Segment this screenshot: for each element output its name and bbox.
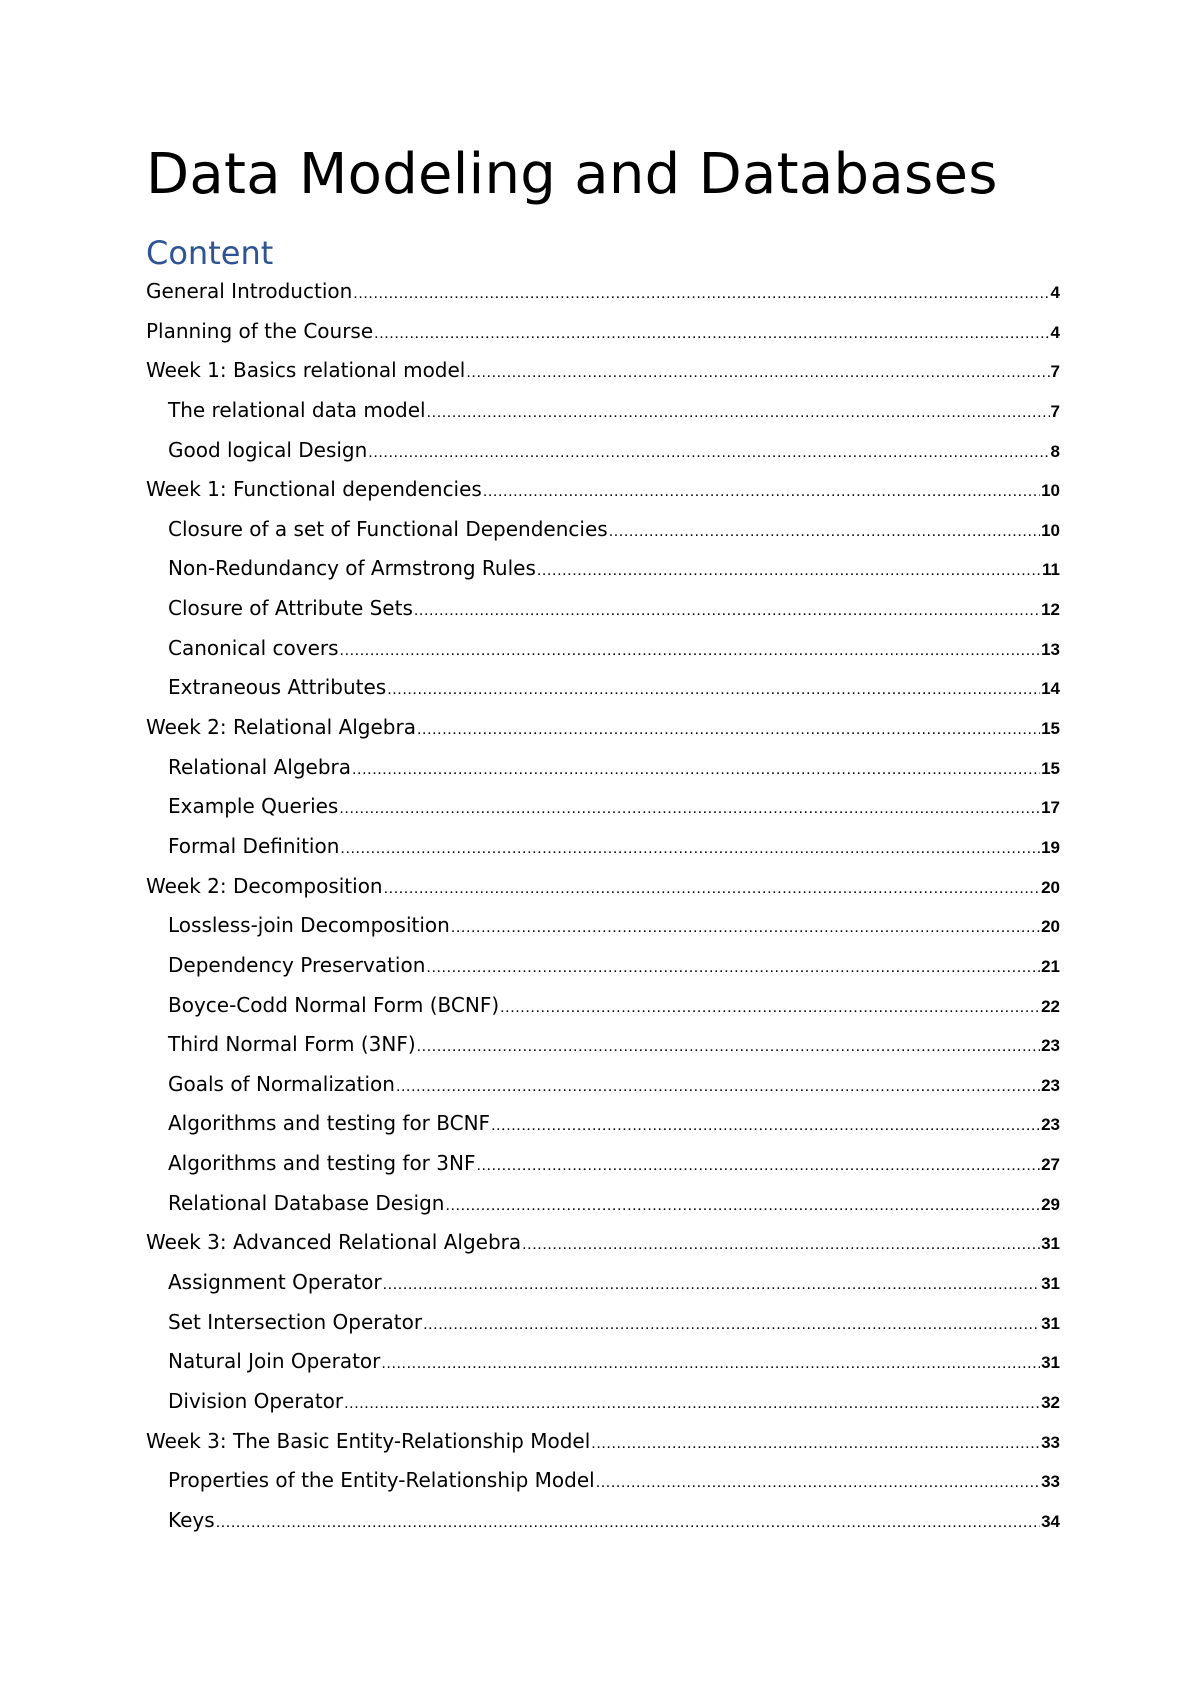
toc-subentry[interactable]: [146, 510, 1060, 550]
toc-entry[interactable]: [146, 1223, 1060, 1263]
toc-page-number[interactable]: 15: [1041, 758, 1060, 778]
toc-entry-label[interactable]: Week 2: Decomposition: [146, 873, 383, 898]
toc-heading: Content: [146, 234, 274, 272]
toc-page-number[interactable]: 7: [1050, 401, 1060, 421]
toc-dot-leader: [423, 1305, 1040, 1343]
toc-page-number[interactable]: 23: [1041, 1036, 1060, 1056]
toc-page-number[interactable]: 20: [1041, 917, 1060, 937]
toc-dot-leader: [427, 393, 1050, 431]
toc-page-number[interactable]: 12: [1041, 600, 1060, 620]
toc-entry-label[interactable]: Dependency Preservation: [168, 952, 426, 977]
toc-subentry[interactable]: [146, 1104, 1060, 1144]
toc-subentry[interactable]: [146, 1501, 1060, 1541]
toc-entry-label[interactable]: Closure of Attribute Sets: [168, 596, 413, 621]
toc-dot-leader: [596, 1463, 1040, 1501]
toc-subentry[interactable]: [146, 589, 1060, 629]
toc-page-number[interactable]: 33: [1041, 1432, 1060, 1452]
toc-subentry[interactable]: [146, 946, 1060, 986]
toc-subentry[interactable]: [146, 787, 1060, 827]
toc-dot-leader: [417, 710, 1040, 748]
toc-entry-label[interactable]: Planning of the Course: [146, 318, 374, 343]
toc-dot-leader: [483, 472, 1040, 510]
toc-entry-label[interactable]: Week 2: Relational Algebra: [146, 715, 416, 740]
toc-entry-label[interactable]: Non-Redundancy of Armstrong Rules: [168, 556, 536, 581]
toc-dot-leader: [353, 274, 1049, 312]
toc-page-number[interactable]: 4: [1050, 283, 1060, 302]
toc-entry-label[interactable]: Goals of Normalization: [168, 1071, 395, 1096]
toc-entry[interactable]: [146, 312, 1060, 352]
toc-page-number[interactable]: 22: [1041, 996, 1060, 1016]
toc-page-number[interactable]: 34: [1041, 1511, 1060, 1531]
toc-entry-label[interactable]: Week 1: Functional dependencies: [146, 477, 482, 502]
toc-dot-leader: [414, 591, 1040, 629]
toc-dot-leader: [374, 314, 1049, 352]
toc-dot-leader: [522, 1225, 1040, 1263]
toc-page-number[interactable]: 8: [1050, 441, 1060, 461]
toc-dot-leader: [216, 1503, 1040, 1541]
toc-entry-label[interactable]: Division Operator: [168, 1388, 344, 1413]
toc-dot-leader: [426, 948, 1040, 986]
toc-page-number[interactable]: 27: [1041, 1155, 1060, 1175]
toc-dot-leader: [340, 631, 1041, 669]
toc-page-number[interactable]: 21: [1041, 956, 1060, 976]
toc-dot-leader: [537, 551, 1041, 589]
toc-entry-label[interactable]: Algorithms and testing for 3NF: [168, 1151, 476, 1176]
toc-entry-label[interactable]: Week 1: Basics relational model: [146, 358, 466, 383]
toc-subentry[interactable]: [146, 391, 1060, 431]
toc-subentry[interactable]: [146, 1303, 1060, 1343]
document-page: [146, 0, 1060, 1698]
toc-dot-leader: [384, 869, 1040, 907]
toc-subentry[interactable]: [146, 1461, 1060, 1501]
toc-subentry[interactable]: [146, 1263, 1060, 1303]
toc-dot-leader: [368, 433, 1049, 471]
toc-entry-label[interactable]: Boyce-Codd Normal Form (BCNF): [168, 992, 500, 1017]
toc-dot-leader: [476, 1146, 1040, 1184]
toc-entry[interactable]: [146, 1422, 1060, 1462]
toc-entry-label[interactable]: Natural Join Operator: [168, 1349, 381, 1374]
toc-page-number[interactable]: 13: [1041, 639, 1060, 659]
toc-dot-leader: [451, 908, 1040, 946]
toc-page-number[interactable]: 10: [1041, 520, 1060, 540]
toc-entry-label[interactable]: Assignment Operator: [168, 1270, 382, 1295]
toc-entry-label[interactable]: Good logical Design: [168, 437, 368, 462]
toc-subentry[interactable]: [146, 1342, 1060, 1382]
toc-page-number[interactable]: 15: [1041, 719, 1060, 739]
table-of-contents: [146, 272, 1060, 1541]
toc-subentry[interactable]: [146, 748, 1060, 788]
toc-page-number[interactable]: 4: [1050, 322, 1060, 342]
toc-page-number[interactable]: 19: [1041, 837, 1060, 857]
toc-subentry[interactable]: [146, 906, 1060, 946]
toc-dot-leader: [344, 1384, 1040, 1422]
toc-page-number[interactable]: 11: [1042, 560, 1060, 580]
toc-entry-label[interactable]: General Introduction: [146, 279, 353, 303]
toc-page-number[interactable]: 32: [1041, 1392, 1060, 1412]
toc-page-number[interactable]: 23: [1041, 1075, 1060, 1095]
toc-entry-label[interactable]: Algorithms and testing for BCNF: [168, 1111, 491, 1136]
toc-page-number[interactable]: 31: [1041, 1234, 1060, 1254]
toc-subentry[interactable]: [146, 431, 1060, 471]
toc-subentry[interactable]: [146, 827, 1060, 867]
toc-entry-label[interactable]: Week 3: The Basic Entity-Relationship Model: [146, 1428, 591, 1453]
toc-dot-leader: [340, 829, 1040, 867]
toc-entry[interactable]: [146, 272, 1060, 312]
toc-entry-label[interactable]: Relational Database Design: [168, 1190, 445, 1215]
toc-dot-leader: [381, 1344, 1040, 1382]
toc-entry-label[interactable]: The relational data model: [168, 397, 426, 422]
toc-dot-leader: [339, 789, 1040, 827]
toc-entry[interactable]: [146, 867, 1060, 907]
toc-page-number[interactable]: 17: [1041, 798, 1060, 818]
toc-page-number[interactable]: 31: [1041, 1313, 1060, 1333]
toc-entry-label[interactable]: Third Normal Form (3NF): [168, 1032, 416, 1057]
toc-dot-leader: [396, 1067, 1040, 1105]
toc-entry-label[interactable]: Example Queries: [168, 794, 339, 819]
toc-subentry[interactable]: [146, 549, 1060, 589]
toc-subentry[interactable]: [146, 629, 1060, 669]
toc-dot-leader: [591, 1424, 1040, 1462]
toc-subentry[interactable]: [146, 668, 1060, 708]
toc-subentry[interactable]: [146, 1382, 1060, 1422]
toc-page-number[interactable]: 31: [1041, 1353, 1060, 1373]
toc-entry-label[interactable]: Week 3: Advanced Relational Algebra: [146, 1230, 522, 1255]
toc-dot-leader: [383, 1265, 1040, 1303]
toc-entry-label[interactable]: Formal Definition: [168, 833, 340, 858]
toc-dot-leader: [609, 512, 1040, 550]
toc-entry[interactable]: [146, 351, 1060, 391]
toc-entry[interactable]: [146, 708, 1060, 748]
toc-subentry[interactable]: [146, 986, 1060, 1026]
document-title: Data Modeling and Databases: [146, 142, 998, 207]
toc-page-number[interactable]: 33: [1041, 1472, 1060, 1492]
toc-page-number[interactable]: 31: [1041, 1274, 1060, 1294]
toc-entry-label[interactable]: Lossless-join Decomposition: [168, 913, 450, 938]
toc-subentry[interactable]: [146, 1065, 1060, 1105]
toc-entry-label[interactable]: Keys: [168, 1507, 215, 1532]
toc-subentry[interactable]: [146, 1144, 1060, 1184]
toc-entry-label[interactable]: Canonical covers: [168, 635, 339, 660]
toc-dot-leader: [445, 1186, 1040, 1224]
toc-subentry[interactable]: [146, 1025, 1060, 1065]
toc-page-number[interactable]: 14: [1041, 679, 1060, 699]
toc-dot-leader: [352, 750, 1040, 788]
toc-entry-label[interactable]: Set Intersection Operator: [168, 1309, 423, 1334]
toc-dot-leader: [387, 670, 1040, 708]
toc-entry[interactable]: [146, 470, 1060, 510]
toc-entry-label[interactable]: Extraneous Attributes: [168, 675, 387, 700]
toc-dot-leader: [466, 353, 1049, 391]
toc-page-number[interactable]: 20: [1041, 877, 1060, 897]
toc-page-number[interactable]: 7: [1050, 362, 1060, 382]
toc-dot-leader: [491, 1106, 1040, 1144]
toc-entry-label[interactable]: Relational Algebra: [168, 754, 352, 779]
toc-dot-leader: [500, 988, 1040, 1026]
toc-entry-label[interactable]: Properties of the Entity-Relationship Model: [168, 1468, 595, 1493]
toc-page-number[interactable]: 10: [1041, 481, 1060, 501]
toc-page-number[interactable]: 23: [1041, 1115, 1060, 1135]
toc-dot-leader: [417, 1027, 1040, 1065]
toc-entry-label[interactable]: Closure of a set of Functional Dependencies: [168, 516, 608, 541]
toc-page-number[interactable]: 29: [1041, 1194, 1060, 1214]
toc-subentry[interactable]: [146, 1184, 1060, 1224]
